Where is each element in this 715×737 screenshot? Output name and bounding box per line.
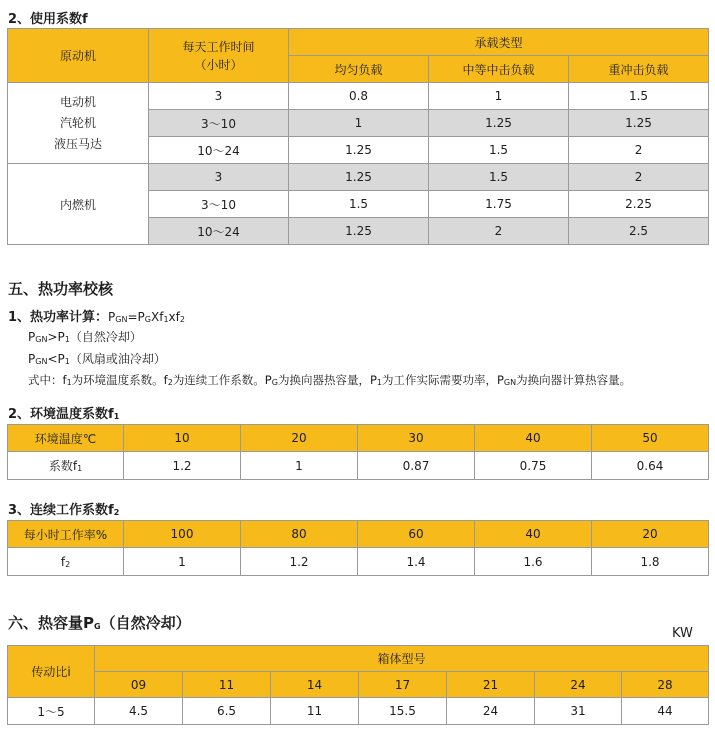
cell-medium: 1.5 — [429, 164, 569, 191]
ambient-value: 0.75 — [475, 452, 592, 480]
capacity-value: 4.5 — [95, 698, 183, 725]
duty-header-label: 每小时工作率% — [8, 521, 124, 548]
duty-value: 1 — [124, 548, 241, 576]
cell-uniform: 1.25 — [289, 218, 429, 245]
cell-medium: 1.5 — [429, 137, 569, 164]
ambient-temp: 10 — [124, 425, 241, 452]
ambient-title: 2、环境温度系数$f_1$ — [8, 407, 120, 422]
cell-heavy: 2.5 — [569, 218, 709, 245]
section-six-title: 六、热容量$P_G$（自然冷却） — [8, 614, 191, 632]
duty-value: 1.2 — [241, 548, 358, 576]
box-size: 17 — [359, 672, 447, 698]
duty-table — [7, 520, 709, 576]
cell-medium: 1 — [429, 83, 569, 110]
header-uniform: 均匀负载 — [289, 56, 429, 83]
ratio-value: 1～5 — [8, 698, 95, 725]
calc-line: 1、热功率计算：$P_{GN}=P_GXf_1xf_2$ — [8, 310, 185, 325]
ambient-temp: 30 — [358, 425, 475, 452]
cell-heavy: 1.5 — [569, 83, 709, 110]
box-size: 11 — [183, 672, 271, 698]
capacity-value: 6.5 — [183, 698, 271, 725]
cell-heavy: 1.25 — [569, 110, 709, 137]
box-size: 09 — [95, 672, 183, 698]
cell-uniform: 1.5 — [289, 191, 429, 218]
thermal-capacity-table — [7, 645, 709, 725]
cell-hours: 10～24 — [149, 218, 289, 245]
ambient-value: 0.87 — [358, 452, 475, 480]
duty-value: 1.8 — [592, 548, 709, 576]
ambient-value: 0.64 — [592, 452, 709, 480]
cell-hours: 10～24 — [149, 137, 289, 164]
cell-hours: 3～10 — [149, 191, 289, 218]
cell-medium: 1.25 — [429, 110, 569, 137]
cell-heavy: 2 — [569, 164, 709, 191]
cell-uniform: 1.25 — [289, 137, 429, 164]
ambient-value: 1.2 — [124, 452, 241, 480]
condition-forced: $P_{GN}<P_1$（风扇或油冷却） — [28, 352, 166, 366]
capacity-value: 44 — [622, 698, 709, 725]
unit-label: KW — [672, 626, 693, 641]
table-row — [8, 452, 709, 480]
ambient-temp: 40 — [475, 425, 592, 452]
section-five-title: 五、热功率校核 — [8, 280, 114, 298]
header-load-type: 承载类型 — [289, 29, 709, 56]
header-heavy: 重冲击负载 — [569, 56, 709, 83]
ambient-temp: 20 — [241, 425, 358, 452]
capacity-value: 31 — [535, 698, 622, 725]
table-row — [8, 164, 709, 191]
box-model-header: 箱体型号 — [95, 646, 709, 672]
box-size: 21 — [447, 672, 535, 698]
duty-value: 1.4 — [358, 548, 475, 576]
header-medium: 中等中击负载 — [429, 56, 569, 83]
duty-rate: 40 — [475, 521, 592, 548]
duty-title: 3、连续工作系数$f_2$ — [8, 503, 120, 518]
condition-natural: $P_{GN}>P_1$（自然冷却） — [28, 330, 142, 344]
table-row — [8, 548, 709, 576]
ratio-header: 传动比i — [8, 646, 95, 698]
duty-rate: 60 — [358, 521, 475, 548]
service-factor-title: 2、使用系数f — [8, 12, 88, 27]
capacity-value: 11 — [271, 698, 359, 725]
ambient-temp: 50 — [592, 425, 709, 452]
group-label-motors: 电动机 汽轮机 液压马达 — [8, 83, 149, 164]
box-size: 28 — [622, 672, 709, 698]
table-row — [8, 698, 709, 725]
header-prime-mover: 原动机 — [8, 29, 149, 83]
duty-rate: 80 — [241, 521, 358, 548]
capacity-value: 24 — [447, 698, 535, 725]
service-factor-table — [7, 28, 709, 245]
ambient-table — [7, 424, 709, 480]
table-row — [8, 83, 709, 110]
cell-medium: 1.75 — [429, 191, 569, 218]
formula-note: 式中：$f_1$为环境温度系数。$f_2$为连续工作系数。$P_G$为换向器热容量，$P_1$为工作实际需要功率，$P_{GN}$为换向器计算热容量。 — [28, 373, 632, 387]
header-hours: 每天工作时间 （小时） — [149, 29, 289, 83]
duty-value: 1.6 — [475, 548, 592, 576]
box-size: 24 — [535, 672, 622, 698]
cell-hours: 3 — [149, 83, 289, 110]
cell-heavy: 2.25 — [569, 191, 709, 218]
cell-hours: 3 — [149, 164, 289, 191]
cell-medium: 2 — [429, 218, 569, 245]
duty-rate: 20 — [592, 521, 709, 548]
duty-rate: 100 — [124, 521, 241, 548]
ambient-value: 1 — [241, 452, 358, 480]
ambient-row-label: 系数$f_1$ — [8, 452, 124, 480]
cell-uniform: 1 — [289, 110, 429, 137]
duty-row-label: $f_2$ — [8, 548, 124, 576]
ambient-header-label: 环境温度℃ — [8, 425, 124, 452]
cell-heavy: 2 — [569, 137, 709, 164]
capacity-value: 15.5 — [359, 698, 447, 725]
cell-uniform: 1.25 — [289, 164, 429, 191]
cell-hours: 3～10 — [149, 110, 289, 137]
box-size: 14 — [271, 672, 359, 698]
group-label-engine: 内燃机 — [8, 164, 149, 245]
cell-uniform: 0.8 — [289, 83, 429, 110]
